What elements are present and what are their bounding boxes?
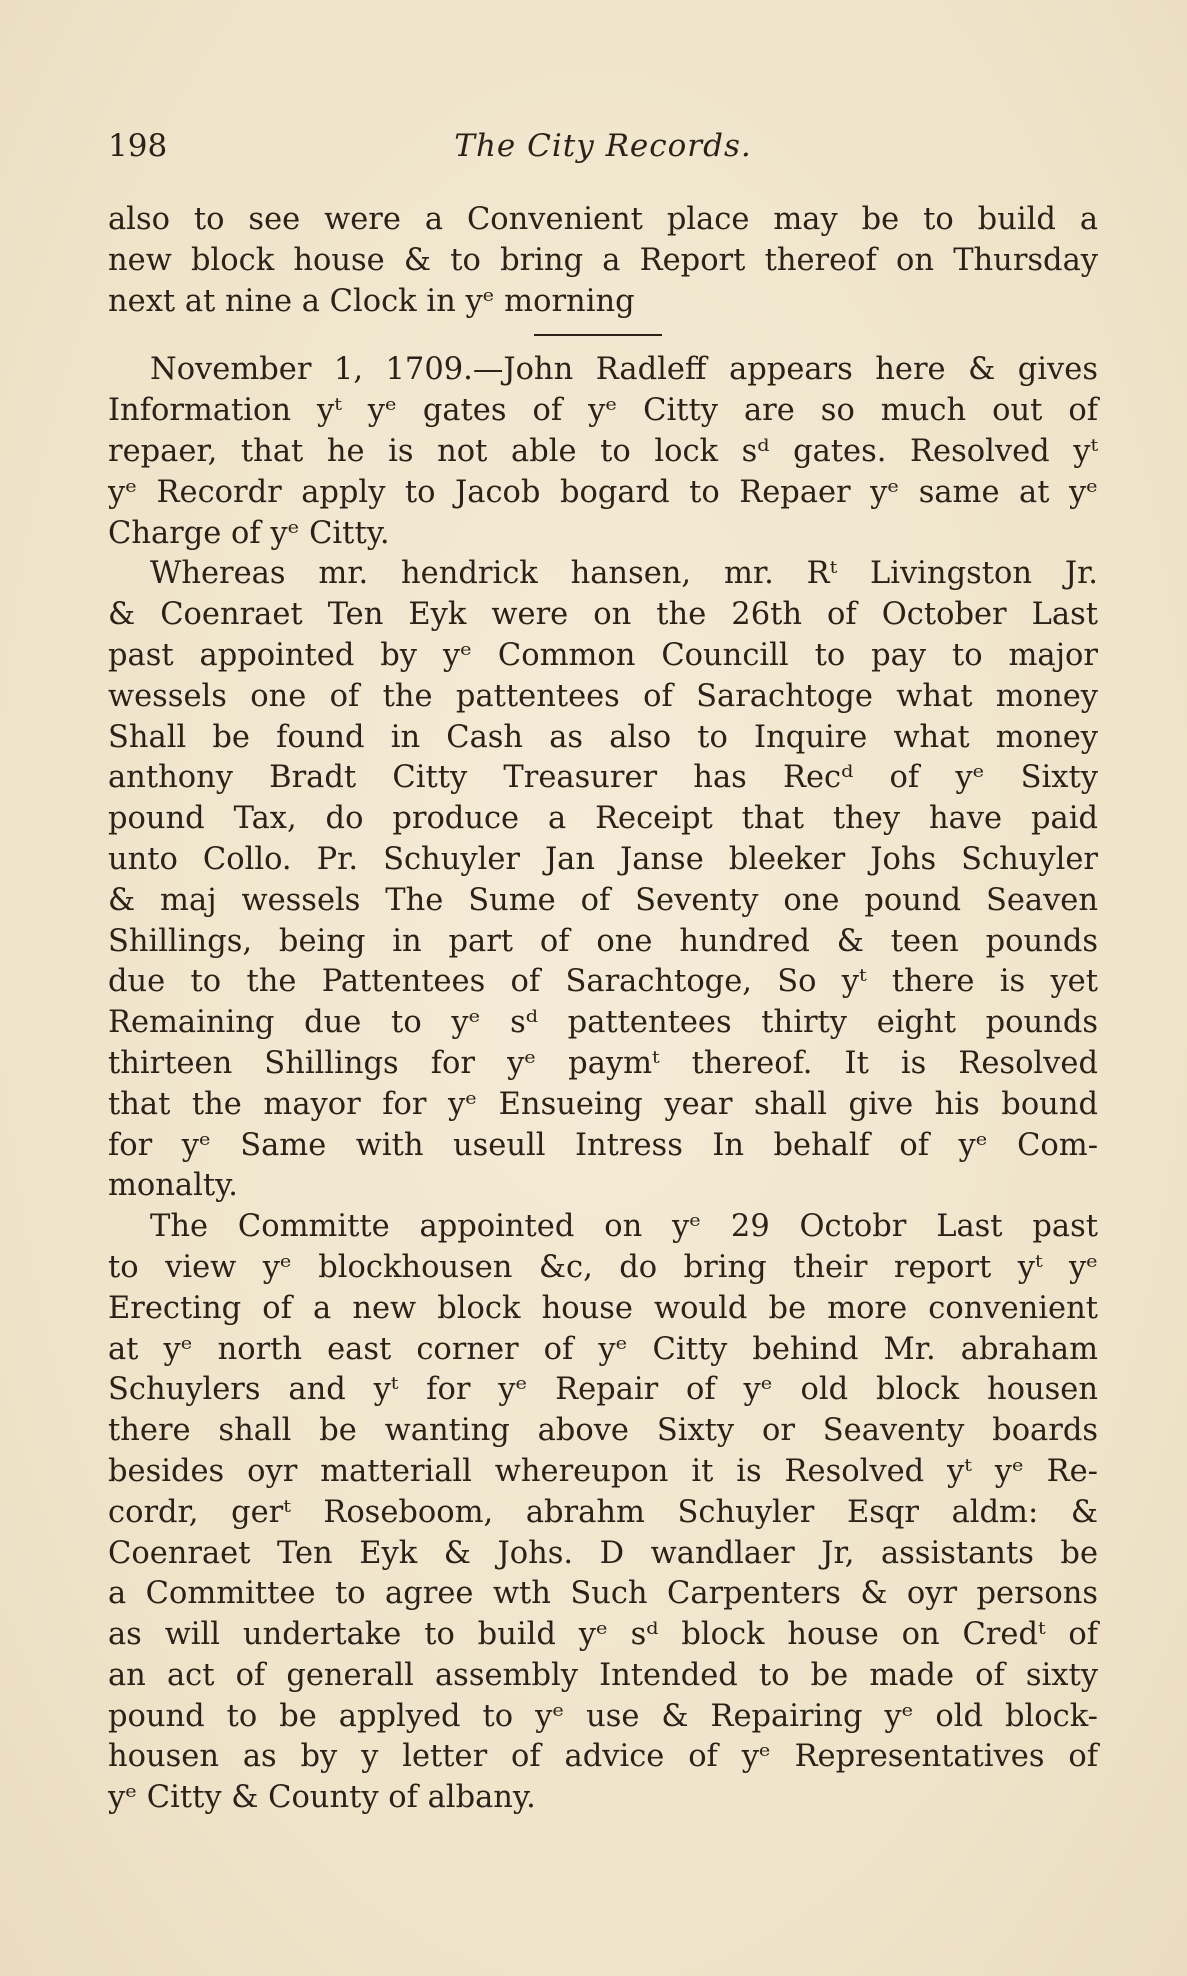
- text-line: for yᵉ Same with useull Intress In behalf of yᵉ Com-: [108, 1127, 1098, 1163]
- text-line: Remaining due to yᵉ sᵈ pattentees thirty eight pounds: [108, 1005, 1098, 1041]
- text-line: Whereas mr. hendrick hansen, mr. Rᵗ Livingston Jr.: [150, 556, 1098, 592]
- record-text: [108, 200, 1098, 1819]
- text-line: anthony Bradt Citty Treasurer has Recᵈ of yᵉ Sixty: [108, 760, 1098, 796]
- text-line: also to see were a Convenient place may be to build a: [108, 202, 1098, 237]
- page-number: 198: [108, 128, 168, 164]
- text-line: Shillings, being in part of one hundred & teen pounds: [108, 923, 1098, 959]
- text-line: to view yᵉ blockhousen &c, do bring their report yᵗ yᵉ: [108, 1249, 1098, 1285]
- section-divider: [108, 322, 1098, 350]
- text-line: & maj wessels The Sume of Seventy one pound Seaven: [108, 882, 1098, 918]
- text-line: Charge of yᵉ Citty.: [108, 515, 390, 551]
- text-line: & Coenraet Ten Eyk were on the 26th of October Last: [108, 597, 1098, 633]
- text-line: Coenraet Ten Eyk & Johs. D wandlaer Jr, assistants be: [108, 1535, 1098, 1571]
- text-line: thirteen Shillings for yᵉ paymᵗ thereof. It is Resolved: [108, 1045, 1098, 1081]
- text-line: housen as by y letter of advice of yᵉ Representatives of: [108, 1739, 1098, 1775]
- text-line: due to the Pattentees of Sarachtoge, So yᵗ there is yet: [108, 964, 1098, 1000]
- text-line: an act of generall assembly Intended to be made of sixty: [108, 1657, 1098, 1693]
- text-line: cordr, gerᵗ Roseboom, abrahm Schuyler Esqr aldm: &: [108, 1494, 1098, 1530]
- text-line: November 1, 1709.—John Radleff appears here & gives: [150, 352, 1098, 388]
- text-line: Information yᵗ yᵉ gates of yᵉ Citty are so much out of: [108, 393, 1098, 429]
- text-line: yᵉ Recordr apply to Jacob bogard to Repaer yᵉ same at yᵉ: [108, 474, 1098, 510]
- text-line: repaer, that he is not able to lock sᵈ gates. Resolved yᵗ: [108, 433, 1098, 469]
- text-line: Shall be found in Cash as also to Inquire what money: [108, 719, 1098, 755]
- text-line: a Committee to agree wth Such Carpenters & oyr persons: [108, 1576, 1098, 1612]
- text-line: besides oyr matteriall whereupon it is Resolved yᵗ yᵉ Re-: [108, 1453, 1098, 1489]
- text-line: Erecting of a new block house would be more convenient: [108, 1290, 1098, 1326]
- text-line: monalty.: [108, 1168, 238, 1204]
- text-line: as will undertake to build yᵉ sᵈ block house on Credᵗ of: [108, 1617, 1098, 1653]
- text-line: wessels one of the pattentees of Sarachtoge what money: [108, 678, 1098, 714]
- running-title: The City Records.: [454, 128, 752, 164]
- text-line: there shall be wanting above Sixty or Seaventy boards: [108, 1413, 1098, 1449]
- divider-rule: [534, 334, 662, 336]
- text-line: unto Collo. Pr. Schuyler Jan Janse bleeker Johs Schuyler: [108, 841, 1098, 877]
- text-line: pound Tax, do produce a Receipt that they have paid: [108, 801, 1098, 837]
- text-line: The Committe appointed on yᵉ 29 Octobr Last past: [150, 1209, 1098, 1245]
- text-line: Schuylers and yᵗ for yᵉ Repair of yᵉ old block housen: [108, 1372, 1098, 1408]
- text-line: yᵉ Citty & County of albany.: [108, 1780, 536, 1816]
- text-line: pound to be applyed to yᵉ use & Repairing yᵉ old block-: [108, 1698, 1098, 1734]
- text-line: past appointed by yᵉ Common Councill to pay to major: [108, 637, 1098, 673]
- text-line: that the mayor for yᵉ Ensueing year shall give his bound: [108, 1086, 1098, 1122]
- text-line: next at nine a Clock in yᵉ morning: [108, 283, 635, 319]
- text-line: at yᵉ north east corner of yᵉ Citty behind Mr. abraham: [108, 1331, 1098, 1367]
- text-line: new block house & to bring a Report thereof on Thursday: [108, 242, 1098, 278]
- page-header: [108, 128, 1098, 172]
